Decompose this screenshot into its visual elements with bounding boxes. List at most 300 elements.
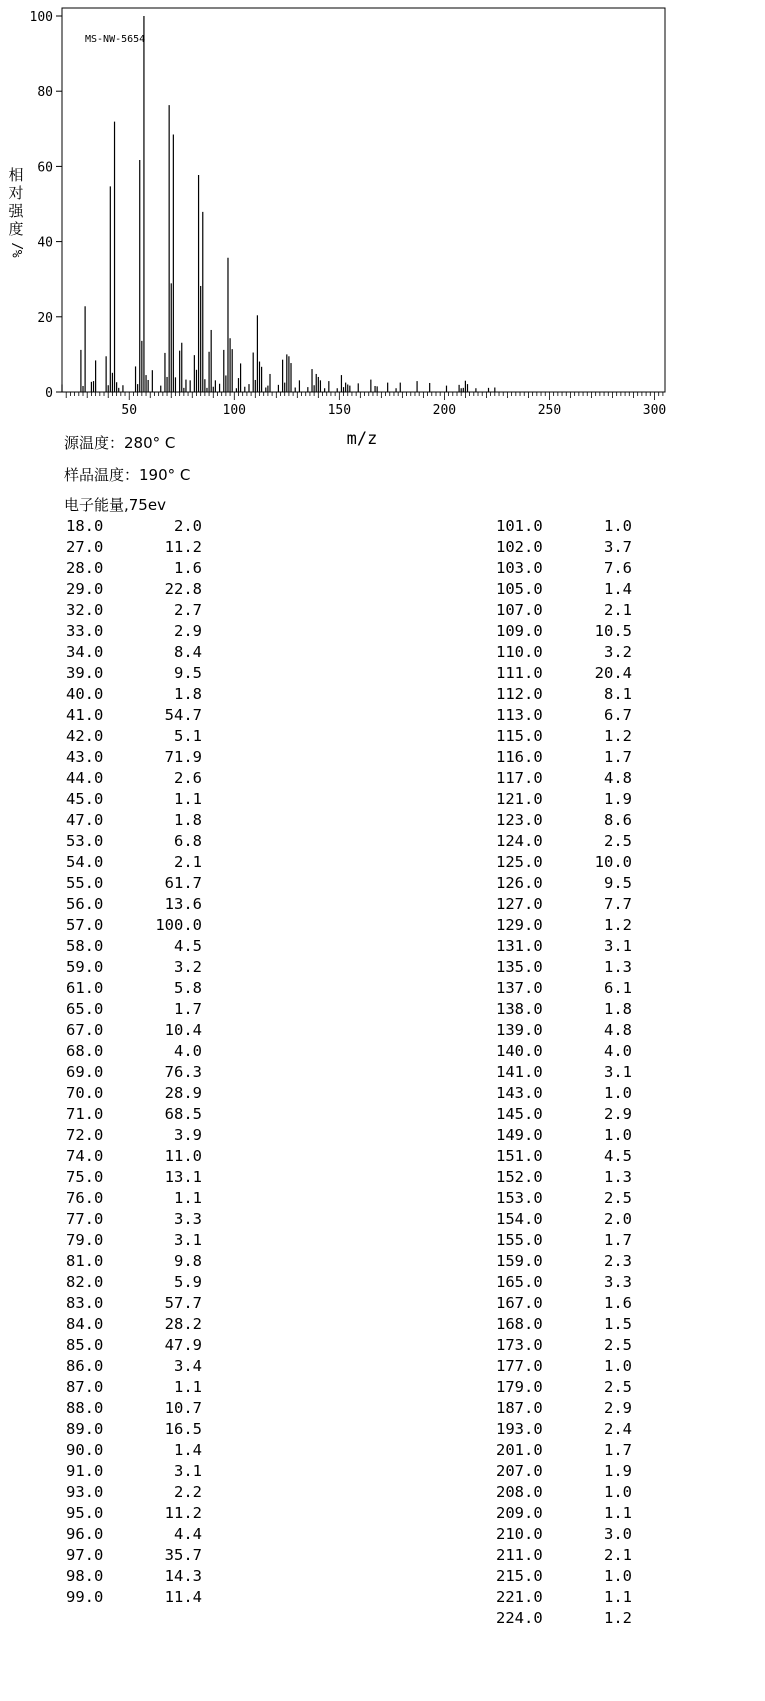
peak-row <box>66 684 202 705</box>
peak-intensity: 1.0 <box>604 1084 632 1102</box>
y-axis-label-unit: %/ <box>11 242 26 258</box>
peak-row <box>66 579 202 600</box>
peak-row <box>66 1314 202 1335</box>
peak-row <box>496 726 632 747</box>
y-axis <box>30 10 62 401</box>
peak-mz: 123.0 <box>496 811 543 829</box>
peak-mz: 45.0 <box>66 790 104 808</box>
peak-row <box>496 621 632 642</box>
peak-row <box>496 1440 632 1461</box>
peak-row <box>66 789 202 810</box>
peak-row <box>66 852 202 873</box>
peak-mz: 33.0 <box>66 622 104 640</box>
peak-mz: 153.0 <box>496 1189 543 1207</box>
peak-mz: 112.0 <box>496 685 543 703</box>
peak-row <box>496 1062 632 1083</box>
peak-intensity: 28.2 <box>164 1315 202 1333</box>
peak-row <box>496 1461 632 1482</box>
peak-intensity: 2.5 <box>604 1378 632 1396</box>
peak-intensity: 11.4 <box>164 1588 202 1606</box>
peak-row <box>496 1482 632 1503</box>
peak-row <box>496 600 632 621</box>
peak-row <box>496 1230 632 1251</box>
peak-row <box>66 621 202 642</box>
peak-row <box>66 1524 202 1545</box>
x-tick-label: 100 <box>222 403 247 418</box>
peak-row <box>496 516 632 537</box>
peak-mz: 27.0 <box>66 538 104 556</box>
peak-intensity: 8.6 <box>604 811 632 829</box>
peak-mz: 121.0 <box>496 790 543 808</box>
peak-row <box>66 1587 202 1608</box>
peak-mz: 86.0 <box>66 1357 104 1375</box>
peak-mz: 103.0 <box>496 559 543 577</box>
peak-row <box>496 1251 632 1272</box>
peak-intensity: 1.0 <box>604 1126 632 1144</box>
peak-row <box>496 1377 632 1398</box>
peak-mz: 47.0 <box>66 811 104 829</box>
peak-mz: 145.0 <box>496 1105 543 1123</box>
peak-intensity: 22.8 <box>164 580 202 598</box>
peak-intensity: 47.9 <box>164 1336 202 1354</box>
peak-intensity: 8.1 <box>604 685 632 703</box>
peak-row <box>66 1419 202 1440</box>
peak-row <box>66 915 202 936</box>
peak-mz: 85.0 <box>66 1336 104 1354</box>
peak-mz: 131.0 <box>496 937 543 955</box>
peak-row <box>496 1293 632 1314</box>
peak-mz: 152.0 <box>496 1168 543 1186</box>
peak-row <box>496 663 632 684</box>
peak-row <box>496 1083 632 1104</box>
peak-row <box>496 537 632 558</box>
peak-mz: 54.0 <box>66 853 104 871</box>
spectrum-peaks <box>62 16 495 392</box>
peak-intensity: 1.2 <box>604 727 632 745</box>
peak-intensity: 1.8 <box>604 1000 632 1018</box>
peak-intensity: 7.7 <box>604 895 632 913</box>
peak-row <box>496 1104 632 1125</box>
peak-row <box>66 1503 202 1524</box>
peak-mz: 70.0 <box>66 1084 104 1102</box>
peak-row <box>66 1335 202 1356</box>
peak-mz: 83.0 <box>66 1294 104 1312</box>
peak-intensity: 9.5 <box>604 874 632 892</box>
peak-mz: 124.0 <box>496 832 543 850</box>
peak-mz: 43.0 <box>66 748 104 766</box>
peak-intensity: 3.1 <box>604 937 632 955</box>
peak-intensity: 10.4 <box>164 1021 202 1039</box>
peak-intensity: 1.1 <box>604 1588 632 1606</box>
peak-intensity: 100.0 <box>155 916 202 934</box>
y-axis-label-char: 对 <box>8 184 24 202</box>
peak-mz: 187.0 <box>496 1399 543 1417</box>
peak-mz: 61.0 <box>66 979 104 997</box>
peak-intensity: 4.0 <box>604 1042 632 1060</box>
peak-mz: 141.0 <box>496 1063 543 1081</box>
electron-energy: 电子能量,75ev <box>64 496 166 514</box>
peak-intensity: 3.3 <box>604 1273 632 1291</box>
peak-intensity: 1.7 <box>604 1441 632 1459</box>
peak-intensity: 2.0 <box>174 517 202 535</box>
x-tick-label: 250 <box>537 403 562 418</box>
peak-row <box>66 1188 202 1209</box>
peak-mz: 208.0 <box>496 1483 543 1501</box>
peak-intensity: 1.2 <box>604 916 632 934</box>
peak-mz: 93.0 <box>66 1483 104 1501</box>
peak-intensity: 1.2 <box>604 1609 632 1627</box>
peak-row <box>496 579 632 600</box>
peak-row <box>66 747 202 768</box>
peak-mz: 107.0 <box>496 601 543 619</box>
x-tick-label: 200 <box>432 403 457 418</box>
source-temperature: 源温度：280° C <box>64 434 176 452</box>
peak-row <box>496 957 632 978</box>
peak-row <box>496 810 632 831</box>
peak-intensity: 4.5 <box>604 1147 632 1165</box>
peak-row <box>66 642 202 663</box>
peak-intensity: 20.4 <box>594 664 632 682</box>
peak-row <box>66 1356 202 1377</box>
y-axis-label-char: 度 <box>8 220 24 238</box>
peak-intensity: 1.3 <box>604 958 632 976</box>
y-tick-label: 40 <box>37 235 53 251</box>
peak-row <box>496 1335 632 1356</box>
peak-mz: 137.0 <box>496 979 543 997</box>
peak-intensity: 2.0 <box>604 1210 632 1228</box>
peak-row <box>496 768 632 789</box>
peak-row <box>496 1608 632 1629</box>
peak-row <box>496 684 632 705</box>
peak-mz: 55.0 <box>66 874 104 892</box>
peak-intensity: 6.1 <box>604 979 632 997</box>
peak-intensity: 16.5 <box>164 1420 202 1438</box>
peak-intensity: 71.9 <box>164 748 202 766</box>
peak-mz: 18.0 <box>66 517 104 535</box>
peak-row <box>66 768 202 789</box>
peak-mz: 126.0 <box>496 874 543 892</box>
peak-row <box>66 1293 202 1314</box>
peak-row <box>66 1209 202 1230</box>
peak-row <box>66 1272 202 1293</box>
peak-row <box>66 1167 202 1188</box>
x-axis <box>66 392 666 418</box>
peak-mz: 81.0 <box>66 1252 104 1270</box>
peak-row <box>66 1251 202 1272</box>
y-axis-label-char: 强 <box>8 202 24 220</box>
peak-mz: 151.0 <box>496 1147 543 1165</box>
peak-intensity: 3.1 <box>604 1063 632 1081</box>
peak-row <box>496 1356 632 1377</box>
peak-row <box>66 1230 202 1251</box>
peak-mz: 127.0 <box>496 895 543 913</box>
peak-mz: 71.0 <box>66 1105 104 1123</box>
peak-intensity: 2.6 <box>174 769 202 787</box>
peak-intensity: 9.8 <box>174 1252 202 1270</box>
peak-intensity: 1.1 <box>174 790 202 808</box>
peak-row <box>66 831 202 852</box>
peak-mz: 177.0 <box>496 1357 543 1375</box>
peak-intensity: 5.8 <box>174 979 202 997</box>
peak-intensity: 10.7 <box>164 1399 202 1417</box>
peak-mz: 139.0 <box>496 1021 543 1039</box>
peak-row <box>66 1146 202 1167</box>
peak-mz: 154.0 <box>496 1210 543 1228</box>
peak-mz: 173.0 <box>496 1336 543 1354</box>
peak-mz: 140.0 <box>496 1042 543 1060</box>
peak-row <box>66 957 202 978</box>
peak-mz: 211.0 <box>496 1546 543 1564</box>
peak-mz: 224.0 <box>496 1609 543 1627</box>
peak-mz: 91.0 <box>66 1462 104 1480</box>
peak-intensity: 61.7 <box>164 874 202 892</box>
peak-mz: 95.0 <box>66 1504 104 1522</box>
peak-mz: 115.0 <box>496 727 543 745</box>
peak-row <box>496 978 632 999</box>
peak-intensity: 13.1 <box>164 1168 202 1186</box>
peak-mz: 59.0 <box>66 958 104 976</box>
peak-mz: 210.0 <box>496 1525 543 1543</box>
peak-mz: 34.0 <box>66 643 104 661</box>
peak-mz: 149.0 <box>496 1126 543 1144</box>
peak-mz: 111.0 <box>496 664 543 682</box>
peak-intensity: 2.9 <box>174 622 202 640</box>
peak-row <box>66 558 202 579</box>
peak-intensity: 1.7 <box>604 1231 632 1249</box>
peak-intensity: 2.5 <box>604 832 632 850</box>
y-axis-label-char: 相 <box>8 166 24 184</box>
peak-intensity: 5.9 <box>174 1273 202 1291</box>
y-tick-label: 20 <box>37 310 53 326</box>
peak-row <box>66 537 202 558</box>
peak-intensity: 2.1 <box>174 853 202 871</box>
peak-mz: 39.0 <box>66 664 104 682</box>
peak-row <box>66 894 202 915</box>
peak-intensity: 2.7 <box>174 601 202 619</box>
peak-intensity: 1.0 <box>604 1357 632 1375</box>
peak-intensity: 54.7 <box>164 706 202 724</box>
peak-row <box>66 1062 202 1083</box>
peak-mz: 40.0 <box>66 685 104 703</box>
peak-intensity: 1.7 <box>604 748 632 766</box>
peak-row <box>496 873 632 894</box>
peak-mz: 117.0 <box>496 769 543 787</box>
peak-mz: 116.0 <box>496 748 543 766</box>
peak-intensity: 4.0 <box>174 1042 202 1060</box>
peak-intensity: 28.9 <box>164 1084 202 1102</box>
mass-spectrum-chart <box>0 0 765 450</box>
peak-mz: 201.0 <box>496 1441 543 1459</box>
peak-intensity: 2.9 <box>604 1105 632 1123</box>
x-tick-label: 300 <box>642 403 667 418</box>
peak-row <box>66 810 202 831</box>
peak-mz: 209.0 <box>496 1504 543 1522</box>
peak-intensity: 7.6 <box>604 559 632 577</box>
peak-intensity: 2.9 <box>604 1399 632 1417</box>
sample-temperature: 样品温度：190° C <box>64 466 191 484</box>
peak-row <box>496 915 632 936</box>
peak-intensity: 2.4 <box>604 1420 632 1438</box>
peak-intensity: 10.0 <box>594 853 632 871</box>
peak-mz: 193.0 <box>496 1420 543 1438</box>
peak-row <box>496 1020 632 1041</box>
peak-intensity: 3.3 <box>174 1210 202 1228</box>
peak-intensity: 57.7 <box>164 1294 202 1312</box>
peak-row <box>496 558 632 579</box>
peak-intensity: 3.1 <box>174 1231 202 1249</box>
peak-mz: 207.0 <box>496 1462 543 1480</box>
peak-intensity: 2.3 <box>604 1252 632 1270</box>
peak-intensity: 4.8 <box>604 1021 632 1039</box>
peak-table-left <box>66 516 202 1608</box>
peak-mz: 143.0 <box>496 1084 543 1102</box>
peak-mz: 28.0 <box>66 559 104 577</box>
x-tick-label: 50 <box>121 403 138 418</box>
peak-mz: 159.0 <box>496 1252 543 1270</box>
peak-row <box>66 600 202 621</box>
peak-row <box>496 1125 632 1146</box>
peak-mz: 155.0 <box>496 1231 543 1249</box>
peak-intensity: 68.5 <box>164 1105 202 1123</box>
peak-row <box>66 873 202 894</box>
peak-row <box>496 852 632 873</box>
peak-mz: 65.0 <box>66 1000 104 1018</box>
peak-row <box>66 1440 202 1461</box>
x-axis-label: m/z <box>346 429 378 449</box>
peak-mz: 96.0 <box>66 1525 104 1543</box>
peak-intensity: 1.9 <box>604 790 632 808</box>
peak-intensity: 1.9 <box>604 1462 632 1480</box>
peak-row <box>66 1566 202 1587</box>
peak-mz: 74.0 <box>66 1147 104 1165</box>
peak-intensity: 6.8 <box>174 832 202 850</box>
peak-mz: 179.0 <box>496 1378 543 1396</box>
peak-intensity: 1.0 <box>604 1483 632 1501</box>
peak-mz: 125.0 <box>496 853 543 871</box>
peak-mz: 77.0 <box>66 1210 104 1228</box>
peak-mz: 129.0 <box>496 916 543 934</box>
peak-row <box>496 936 632 957</box>
y-tick-label: 80 <box>37 85 53 101</box>
peak-mz: 79.0 <box>66 1231 104 1249</box>
peak-mz: 67.0 <box>66 1021 104 1039</box>
peak-row <box>496 1503 632 1524</box>
peak-intensity: 3.1 <box>174 1462 202 1480</box>
peak-mz: 99.0 <box>66 1588 104 1606</box>
peak-mz: 221.0 <box>496 1588 543 1606</box>
peak-mz: 165.0 <box>496 1273 543 1291</box>
peak-mz: 44.0 <box>66 769 104 787</box>
peak-intensity: 2.1 <box>604 1546 632 1564</box>
peak-mz: 167.0 <box>496 1294 543 1312</box>
peak-intensity: 5.1 <box>174 727 202 745</box>
peak-row <box>66 516 202 537</box>
peak-row <box>66 1377 202 1398</box>
peak-intensity: 76.3 <box>164 1063 202 1081</box>
peak-intensity: 3.9 <box>174 1126 202 1144</box>
peak-row <box>66 1482 202 1503</box>
peak-mz: 42.0 <box>66 727 104 745</box>
peak-row <box>496 1209 632 1230</box>
peak-mz: 29.0 <box>66 580 104 598</box>
peak-mz: 69.0 <box>66 1063 104 1081</box>
peak-row <box>496 1545 632 1566</box>
peak-mz: 87.0 <box>66 1378 104 1396</box>
peak-intensity: 1.8 <box>174 685 202 703</box>
peak-mz: 75.0 <box>66 1168 104 1186</box>
plot-frame <box>62 8 665 392</box>
x-tick-label: 150 <box>327 403 352 418</box>
peak-intensity: 2.2 <box>174 1483 202 1501</box>
peak-intensity: 1.5 <box>604 1315 632 1333</box>
peak-row <box>66 936 202 957</box>
peak-intensity: 6.7 <box>604 706 632 724</box>
peak-intensity: 3.2 <box>174 958 202 976</box>
peak-intensity: 10.5 <box>594 622 632 640</box>
peak-intensity: 9.5 <box>174 664 202 682</box>
peak-intensity: 35.7 <box>164 1546 202 1564</box>
peak-mz: 101.0 <box>496 517 543 535</box>
peak-row <box>66 1125 202 1146</box>
peak-row <box>66 1020 202 1041</box>
peak-row <box>496 642 632 663</box>
peak-intensity: 2.5 <box>604 1189 632 1207</box>
peak-row <box>66 663 202 684</box>
peak-intensity: 14.3 <box>164 1567 202 1585</box>
peak-intensity: 8.4 <box>174 643 202 661</box>
y-axis-label <box>8 166 26 258</box>
peak-intensity: 2.5 <box>604 1336 632 1354</box>
peak-mz: 109.0 <box>496 622 543 640</box>
peak-intensity: 1.4 <box>174 1441 202 1459</box>
peak-row <box>66 1083 202 1104</box>
peak-intensity: 3.2 <box>604 643 632 661</box>
peak-mz: 56.0 <box>66 895 104 913</box>
peak-mz: 90.0 <box>66 1441 104 1459</box>
peak-intensity: 11.2 <box>164 538 202 556</box>
peak-row <box>66 1461 202 1482</box>
peak-table-right <box>496 516 632 1629</box>
peak-row <box>496 1419 632 1440</box>
peak-row <box>66 726 202 747</box>
peak-mz: 110.0 <box>496 643 543 661</box>
peak-intensity: 1.6 <box>604 1294 632 1312</box>
peak-intensity: 11.0 <box>164 1147 202 1165</box>
peak-row <box>496 1167 632 1188</box>
peak-intensity: 1.1 <box>604 1504 632 1522</box>
peak-row <box>496 1398 632 1419</box>
y-tick-label: 100 <box>29 10 53 25</box>
peak-mz: 58.0 <box>66 937 104 955</box>
peak-mz: 32.0 <box>66 601 104 619</box>
peak-row <box>496 894 632 915</box>
peak-row <box>496 1314 632 1335</box>
peak-row <box>66 1398 202 1419</box>
peak-row <box>496 1188 632 1209</box>
peak-mz: 135.0 <box>496 958 543 976</box>
peak-intensity: 1.0 <box>604 1567 632 1585</box>
peak-row <box>66 1041 202 1062</box>
peak-row <box>496 1587 632 1608</box>
peak-intensity: 4.4 <box>174 1525 202 1543</box>
peak-intensity: 4.5 <box>174 937 202 955</box>
peak-mz: 138.0 <box>496 1000 543 1018</box>
peak-mz: 88.0 <box>66 1399 104 1417</box>
peak-mz: 105.0 <box>496 580 543 598</box>
peak-mz: 68.0 <box>66 1042 104 1060</box>
peak-intensity: 4.8 <box>604 769 632 787</box>
peak-mz: 72.0 <box>66 1126 104 1144</box>
